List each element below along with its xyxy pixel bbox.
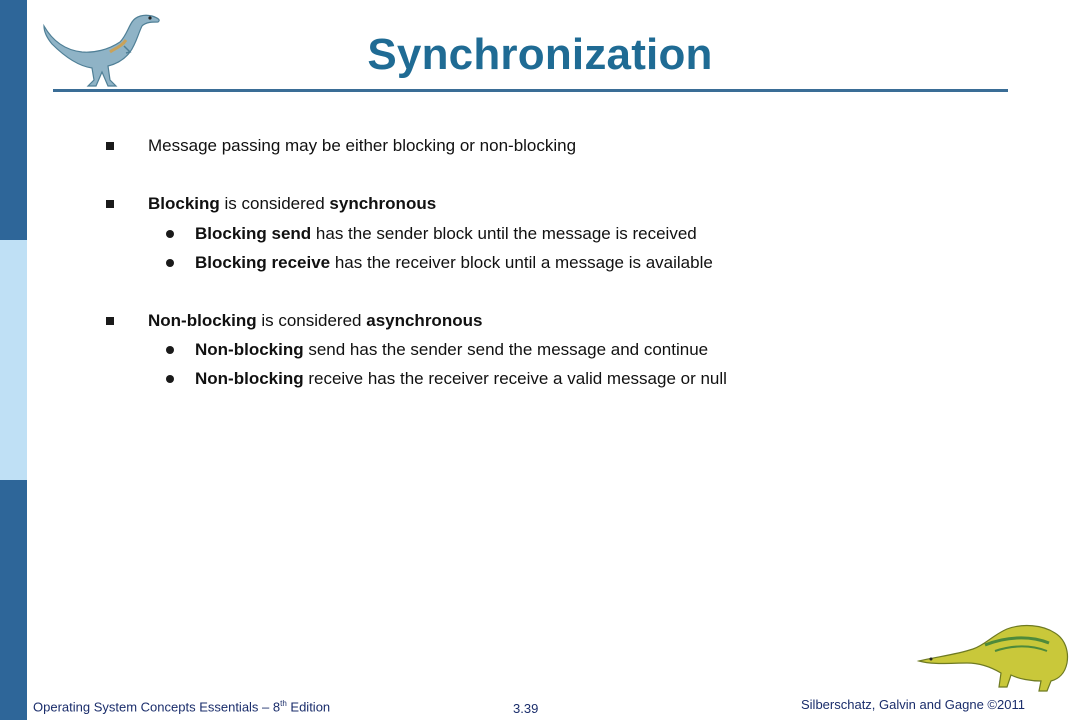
sub-bullet-item <box>195 340 708 360</box>
bullet-text: is considered <box>256 311 367 330</box>
sub-bullet-item <box>195 224 697 244</box>
bullet-text-bold: asynchronous <box>366 311 483 330</box>
bullet-text: has the receiver block until a message is available <box>330 253 713 272</box>
dinosaur-bottom-icon <box>915 615 1075 695</box>
title-divider <box>53 89 1008 92</box>
bullet-text: send has the sender send the message and continue <box>303 340 709 359</box>
footer-edition: Edition <box>286 699 331 715</box>
sidebar-band-middle <box>0 240 27 480</box>
bullet-item <box>148 136 576 156</box>
bullet-text: is considered <box>219 194 330 213</box>
round-bullet-icon <box>166 230 174 238</box>
bullet-text: Message passing may be either blocking or non-blocking <box>148 136 577 155</box>
bullet-text-bold: Non-blocking <box>148 311 257 330</box>
sub-bullet-item <box>195 369 727 389</box>
square-bullet-icon <box>106 142 114 150</box>
page-title: Synchronization <box>367 30 713 79</box>
bullet-text: receive has the receiver receive a valid message or null <box>303 369 727 388</box>
bullet-text-bold: Blocking send <box>195 224 312 243</box>
bullet-item <box>148 194 436 214</box>
round-bullet-icon <box>166 375 174 383</box>
bullet-text-bold: Blocking <box>148 194 220 213</box>
bullet-text-bold: Blocking receive <box>195 253 331 272</box>
square-bullet-icon <box>106 317 114 325</box>
footer-course-title: Operating System Concepts Essentials – 8 <box>33 699 281 715</box>
footer-right: Silberschatz, Galvin and Gagne ©2011 <box>801 697 1025 712</box>
page-number: 3.39 <box>513 701 539 716</box>
bullet-item <box>148 311 482 331</box>
footer-superscript: th <box>280 699 287 708</box>
round-bullet-icon <box>166 259 174 267</box>
bullet-text-bold: synchronous <box>329 194 437 213</box>
sidebar-band-bottom <box>0 480 27 720</box>
bullet-text: has the sender block until the message is received <box>311 224 697 243</box>
sub-bullet-item <box>195 253 713 273</box>
bullet-text-bold: Non-blocking <box>195 340 304 359</box>
bullet-text-bold: Non-blocking <box>195 369 304 388</box>
round-bullet-icon <box>166 346 174 354</box>
square-bullet-icon <box>106 200 114 208</box>
footer-left <box>33 699 330 714</box>
